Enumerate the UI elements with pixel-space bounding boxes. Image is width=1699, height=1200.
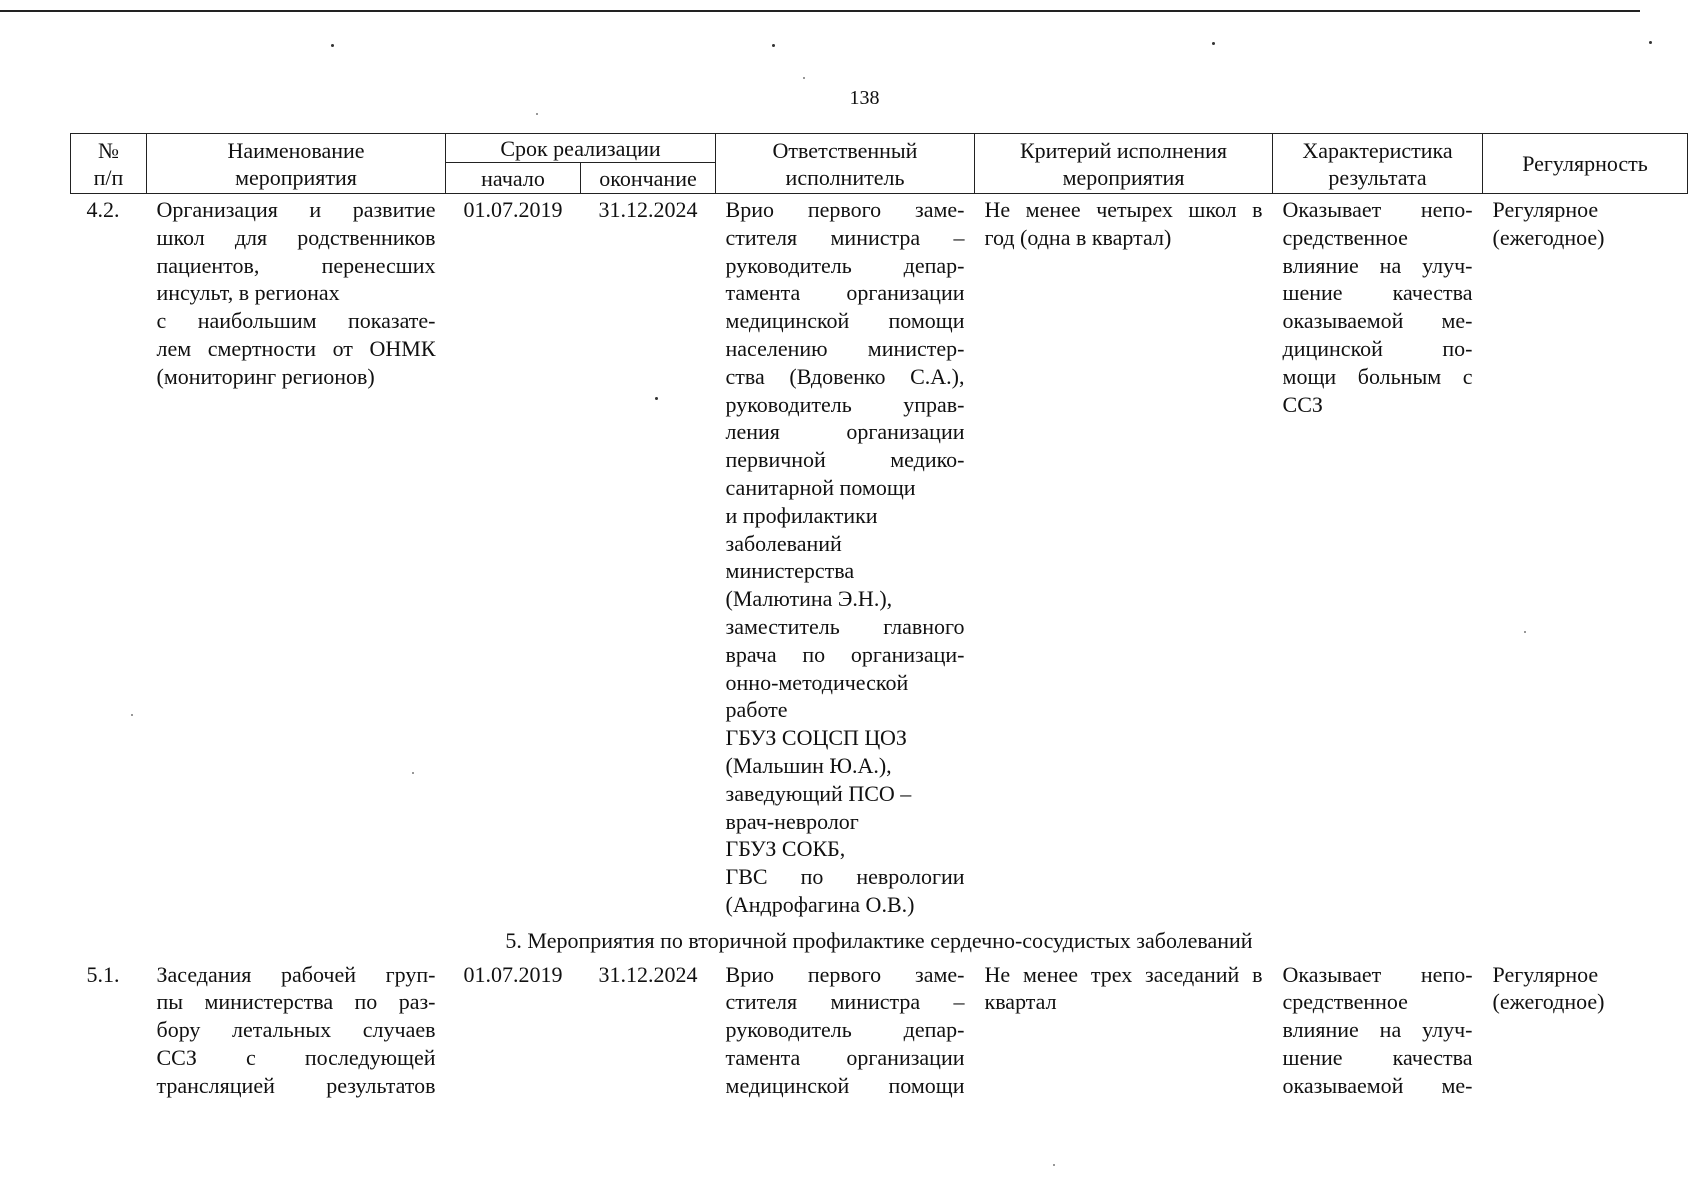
activity-name: Организация и развитие школ для родственников пациентов, перенесших инсульт, в регионах с наибольшим показате- лем смертности от ОНМК (мониторинг регионов) xyxy=(156,197,436,389)
header-end: окончание xyxy=(581,163,716,194)
scan-speck xyxy=(1649,41,1652,44)
top-border-line xyxy=(0,10,1640,12)
scan-speck xyxy=(1212,42,1215,45)
result-characteristic: Оказывает непо- средственное влияние на улуч- шение качества оказываемой ме- xyxy=(1282,961,1473,1098)
row-number: 5.1. xyxy=(86,961,120,987)
end-date: 31.12.2024 xyxy=(598,961,698,987)
activities-table xyxy=(70,133,1688,1100)
end-date: 31.12.2024 xyxy=(598,197,698,222)
header-characteristic: Характеристика результата xyxy=(1273,134,1483,194)
start-date: 01.07.2019 xyxy=(463,197,563,222)
activity-name: Заседания рабочей груп- пы министерства по раз- бору летальных случаев ССЗ с последующей трансляцией результатов xyxy=(156,961,436,1098)
header-criterion: Критерий исполнения мероприятия xyxy=(975,134,1273,194)
header-num: № п/п xyxy=(71,134,147,194)
responsible-person: Врио первого заме- стителя министра – руководитель депар- тамента организации медицинской помощи xyxy=(725,961,965,1098)
row-number: 4.2. xyxy=(86,197,120,222)
section-row xyxy=(71,919,1688,959)
header-responsible: Ответственный исполнитель xyxy=(716,134,975,194)
result-characteristic: Оказывает непо- средственное влияние на улуч- шение качества оказываемой ме- дицинской по- мощи больным с ССЗ xyxy=(1282,197,1473,417)
header-term: Срок реализации xyxy=(446,134,716,163)
header-name: Наименование мероприятия xyxy=(147,134,446,194)
scan-speck xyxy=(536,113,538,115)
scan-speck xyxy=(1053,1164,1055,1166)
responsible-person: Врио первого заме- стителя министра – руководитель депар- тамента организации медицинской помощи населению министер- ства (Вдовенко С.А.), руководитель управ- ления организации первичной медико- санитарной помощи и профилактики заболеваний министерства (Малютина Э.Н.), заместитель главного врача по организаци- онно-методической работе ГБУЗ СОЦСП ЦОЗ (Мальшин Ю.А.), заведующий ПСО – врач-невролог ГБУЗ СОКБ, ГВС по неврологии (Андрофагина О.В.) xyxy=(725,197,965,917)
table-row xyxy=(71,194,1688,919)
scan-speck xyxy=(331,44,334,47)
table-row xyxy=(71,959,1688,1100)
regularity-text: Регулярное (ежегодное) xyxy=(1492,961,1605,1015)
criterion-text: Не менее четырех школ в год (одна в квартал) xyxy=(984,197,1263,250)
page-number: 138 xyxy=(849,87,880,109)
criterion-text: Не менее трех заседаний в квартал xyxy=(984,961,1263,1015)
section-title: 5. Мероприятия по вторичной профилактике сердечно-сосудистых заболеваний xyxy=(505,927,1253,953)
table-header xyxy=(71,134,1688,194)
scan-speck xyxy=(772,44,775,47)
start-date: 01.07.2019 xyxy=(463,961,563,987)
header-regularity: Регулярность xyxy=(1483,134,1688,194)
scan-speck xyxy=(803,77,805,79)
regularity-text: Регулярное (ежегодное) xyxy=(1492,197,1605,250)
header-start: начало xyxy=(446,163,581,194)
